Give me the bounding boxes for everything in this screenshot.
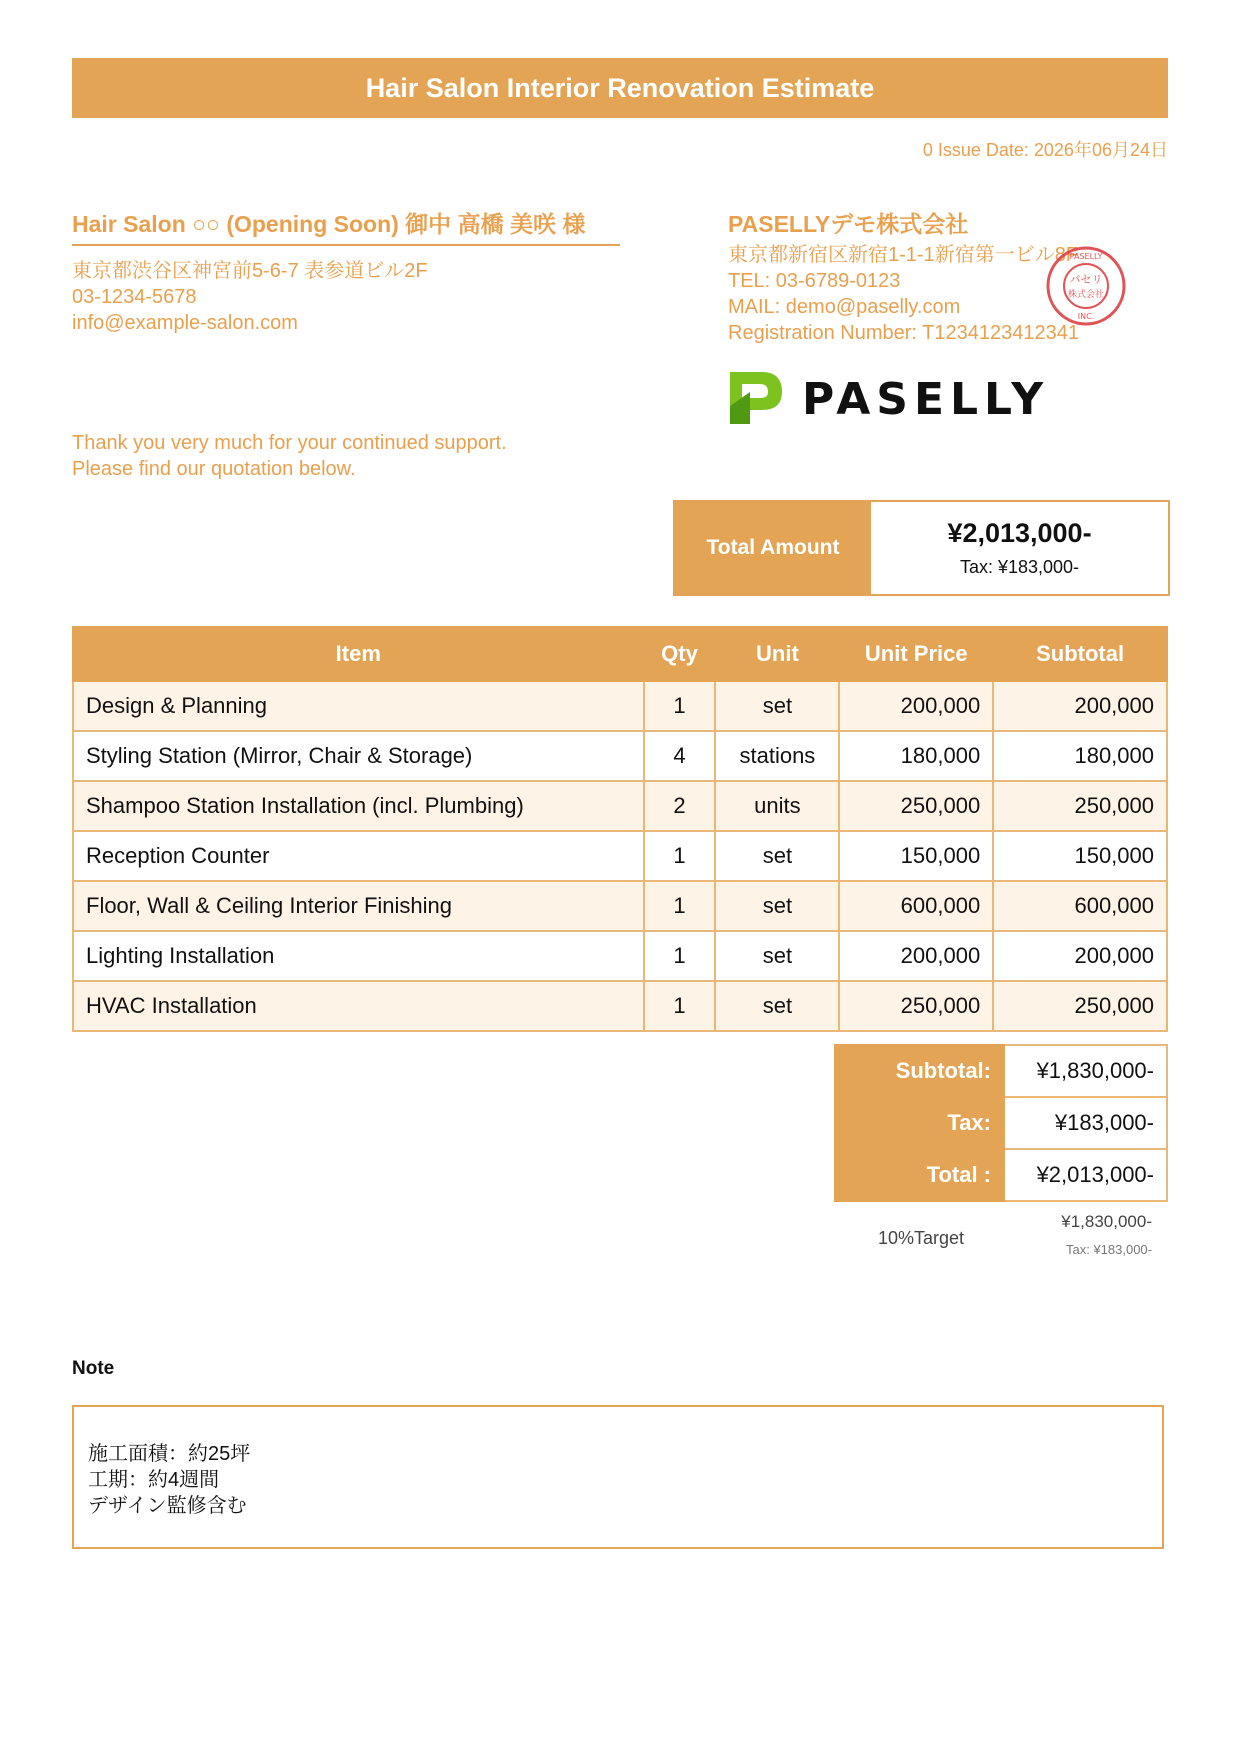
cell-unit-price: 200,000 [839,931,993,981]
note-line: 施工面積：約25坪 [88,1443,251,1465]
table-header-row [73,627,1167,681]
greeting-line-2: Please find our quotation below. [72,458,356,480]
greeting [72,430,507,482]
company-seal-stamp [1045,245,1127,327]
total-amount-box [673,500,1170,596]
svg-text:PASELLY: PASELLY [1069,252,1103,261]
company-tel: TEL: 03-6789-0123 [728,270,901,292]
svg-text:株式会社: 株式会社 [1067,290,1105,300]
line-items-table [72,626,1168,1032]
cell-unit: set [715,931,839,981]
tax-target-amount: ¥1,830,000- [1061,1212,1152,1231]
note-title: Note [72,1358,115,1379]
client-email: info@example-salon.com [72,312,298,334]
summary-total-row [835,1149,1167,1201]
cell-qty: 2 [644,781,716,831]
paselly-logo [728,366,1058,426]
header-subtotal: Subtotal [993,627,1167,681]
cell-unit-price: 200,000 [839,681,993,731]
cell-item: Floor, Wall & Ceiling Interior Finishing [73,881,644,931]
cell-unit-price: 250,000 [839,781,993,831]
summary-subtotal-value: ¥1,830,000- [1004,1045,1167,1097]
cell-subtotal: 250,000 [993,981,1167,1031]
cell-item: Reception Counter [73,831,644,881]
cell-unit-price: 600,000 [839,881,993,931]
header-item: Item [73,627,644,681]
total-amount-label: Total Amount [675,502,871,594]
cell-qty: 1 [644,831,716,881]
cell-unit: set [715,881,839,931]
table-row [73,931,1167,981]
cell-qty: 1 [644,881,716,931]
table-row [73,831,1167,881]
company-registration: Registration Number: T1234123412341 [728,322,1079,344]
summary-tax-row [835,1097,1167,1149]
greeting-line-1: Thank you very much for your continued support. [72,432,507,454]
company-address: 東京都新宿区新宿1-1-1新宿第一ビル8F [728,244,1079,266]
cell-subtotal: 250,000 [993,781,1167,831]
total-amount-value: ¥2,013,000- [947,518,1092,548]
summary-tax-value: ¥183,000- [1004,1097,1167,1149]
cell-item: Styling Station (Mirror, Chair & Storage) [73,731,644,781]
cell-subtotal: 200,000 [993,931,1167,981]
cell-unit: stations [715,731,839,781]
header-unit: Unit [715,627,839,681]
cell-unit-price: 250,000 [839,981,993,1031]
cell-qty: 1 [644,681,716,731]
client-info [72,258,620,336]
cell-item: Lighting Installation [73,931,644,981]
cell-unit: set [715,831,839,881]
cell-subtotal: 200,000 [993,681,1167,731]
svg-text:パセリ: パセリ [1069,273,1103,286]
cell-qty: 1 [644,981,716,1031]
cell-qty: 4 [644,731,716,781]
tax-breakdown [834,1212,1168,1268]
cell-unit: units [715,781,839,831]
table-row [73,681,1167,731]
note-line: 工期：約4週間 [88,1469,220,1491]
company-mail: MAIL: demo@paselly.com [728,296,961,318]
company-name: PASELLYデモ株式会社 [728,211,969,237]
header-qty: Qty [644,627,716,681]
client-name: Hair Salon ○○ (Opening Soon) 御中 高橋 美咲 様 [72,210,620,246]
cell-qty: 1 [644,931,716,981]
cell-unit-price: 180,000 [839,731,993,781]
issue-date: 0 Issue Date: 2026年06月24日 [922,140,1168,160]
note-line: デザイン監修含む [88,1495,247,1517]
cell-subtotal: 180,000 [993,731,1167,781]
total-amount-values [871,502,1168,594]
table-row [73,731,1167,781]
summary-tax-label: Tax: [835,1097,1004,1149]
note-box [72,1405,1164,1549]
cell-subtotal: 600,000 [993,881,1167,931]
table-row [73,781,1167,831]
table-row [73,981,1167,1031]
tax-target-tax: Tax: ¥183,000- [1065,1242,1152,1257]
summary-table [834,1044,1168,1202]
total-amount-tax: Tax: ¥183,000- [959,557,1080,577]
summary-total-label: Total : [835,1149,1004,1201]
summary-subtotal-row [835,1045,1167,1097]
client-address: 東京都渋谷区神宮前5-6-7 表参道ビル2F [72,260,428,282]
client-block [72,210,620,336]
cell-unit-price: 150,000 [839,831,993,881]
svg-text:PASELLY: PASELLY [802,374,1050,425]
summary-subtotal-label: Subtotal: [835,1045,1004,1097]
table-row [73,881,1167,931]
cell-subtotal: 150,000 [993,831,1167,881]
cell-item: Design & Planning [73,681,644,731]
cell-item: HVAC Installation [73,981,644,1031]
cell-unit: set [715,981,839,1031]
document-title: Hair Salon Interior Renovation Estimate [72,58,1168,118]
client-phone: 03-1234-5678 [72,286,197,308]
summary-total-value: ¥2,013,000- [1004,1149,1167,1201]
cell-item: Shampoo Station Installation (incl. Plumbing) [73,781,644,831]
header-unit-price: Unit Price [839,627,993,681]
tax-rate-label: 10%Target [878,1228,965,1248]
cell-unit: set [715,681,839,731]
svg-text:INC.: INC. [1077,312,1095,321]
